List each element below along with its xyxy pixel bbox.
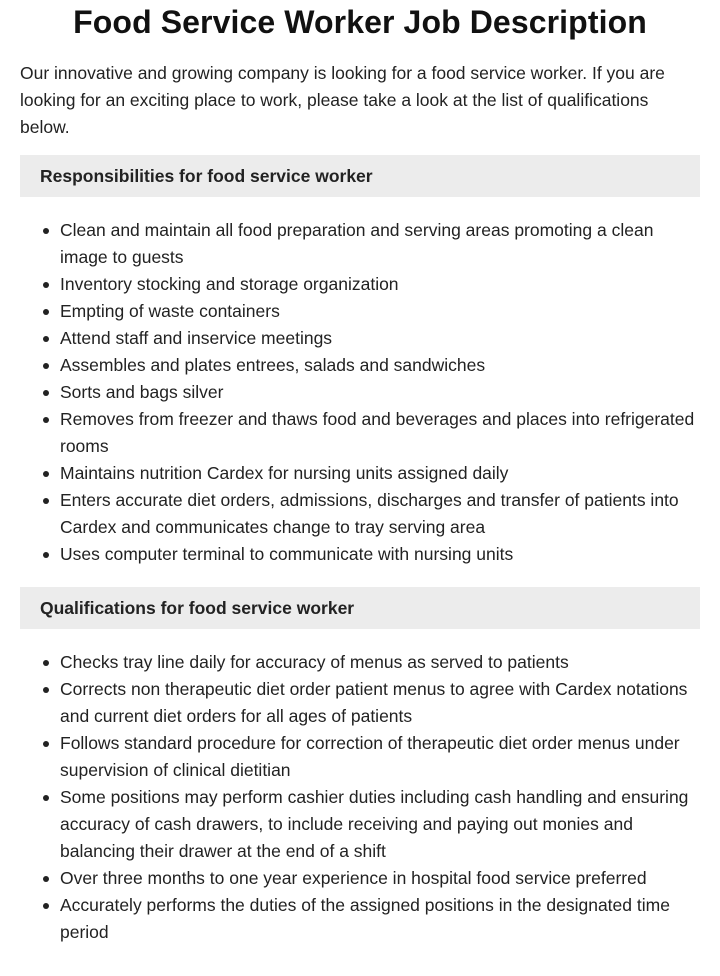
list-item: Corrects non therapeutic diet order patient menus to agree with Cardex notations and current diet orders for all ages of patients xyxy=(60,676,700,730)
list-item: Over three months to one year experience in hospital food service preferred xyxy=(60,865,700,892)
list-item: Accurately performs the duties of the assigned positions in the designated time period xyxy=(60,892,700,946)
list-item: Sorts and bags silver xyxy=(60,379,700,406)
list-item: Maintains nutrition Cardex for nursing units assigned daily xyxy=(60,460,700,487)
list-item: Attend staff and inservice meetings xyxy=(60,325,700,352)
intro-paragraph: Our innovative and growing company is looking for a food service worker. If you are looking for an exciting place to work, please take a look at the list of qualifications below. xyxy=(20,63,665,137)
section-spacer xyxy=(20,568,700,587)
list-item: Follows standard procedure for correction of therapeutic diet order menus under supervision of clinical dietitian xyxy=(60,730,700,784)
list-item: Enters accurate diet orders, admissions, discharges and transfer of patients into Cardex and communicates change to tray serving area xyxy=(60,487,700,541)
responsibilities-heading: Responsibilities for food service worker xyxy=(20,155,700,197)
list-item: Inventory stocking and storage organization xyxy=(60,271,700,298)
responsibilities-list xyxy=(20,217,700,568)
list-item: Checks tray line daily for accuracy of menus as served to patients xyxy=(60,649,700,676)
list-item: Clean and maintain all food preparation and serving areas promoting a clean image to guests xyxy=(60,217,700,271)
page-title: Food Service Worker Job Description xyxy=(73,4,647,40)
list-item: Some positions may perform cashier duties including cash handling and ensuring accuracy of cash drawers, to include receiving and paying out monies and balancing their drawer at the end of a shift xyxy=(60,784,700,865)
list-item: Removes from freezer and thaws food and beverages and places into refrigerated rooms xyxy=(60,406,700,460)
list-item: Uses computer terminal to communicate with nursing units xyxy=(60,541,700,568)
qualifications-list xyxy=(20,649,700,946)
qualifications-heading: Qualifications for food service worker xyxy=(20,587,700,629)
list-item: Assembles and plates entrees, salads and sandwiches xyxy=(60,352,700,379)
list-item: Empting of waste containers xyxy=(60,298,700,325)
